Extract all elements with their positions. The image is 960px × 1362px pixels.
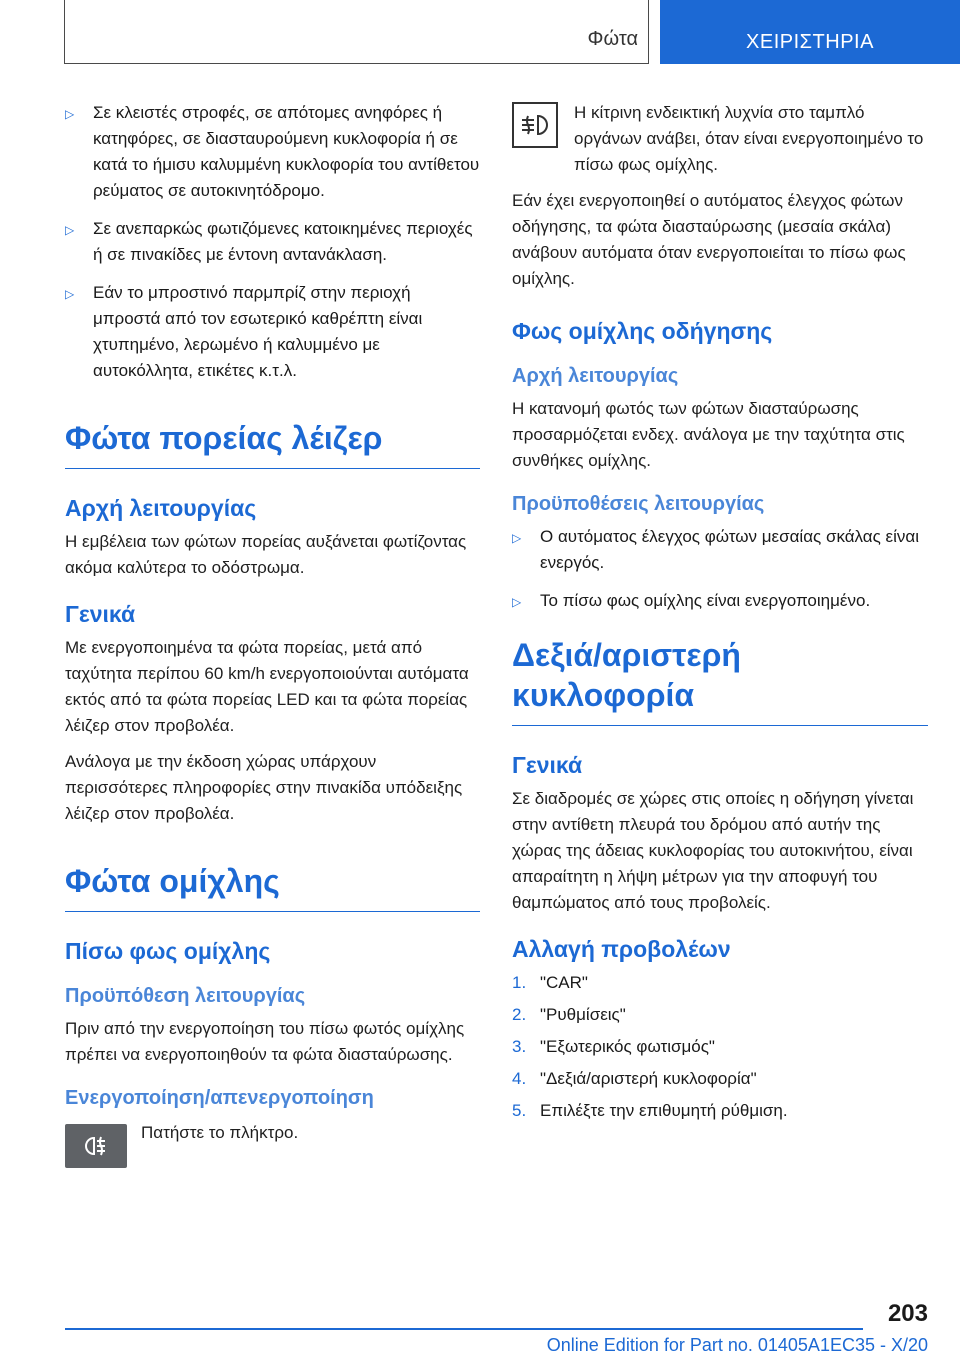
- button-instruction: [65, 1118, 480, 1168]
- list-item: ▷ Το πίσω φως ομίχλης είναι ενεργοποιημένο.: [512, 588, 928, 615]
- subsubsection-title-preconditions: Προϋποθέσεις λειτουργίας: [512, 493, 765, 515]
- section-title-traffic: Δεξιά/αριστερή κυκλοφορία: [512, 635, 928, 726]
- paragraph: Ανάλογα με την έκδοση χώρας υπάρχουν περισσότερες πληροφορίες στην πινακίδα υπόδειξης λέιζερ στον προβολέα.: [65, 752, 463, 823]
- footer-edition: Online Edition for Part no. 01405A1EC35 - X/20: [546, 1335, 928, 1355]
- right-column: [512, 100, 928, 1130]
- list-item: 1. "CAR": [512, 973, 588, 992]
- list-item: ▷ Ο αυτόματος έλεγχος φώτων μεσαίας σκάλας είναι ενεργός.: [512, 524, 928, 576]
- list-item: ▷ Σε ανεπαρκώς φωτιζόμενες κατοικημένες περιοχές ή σε πινακίδες με έντονη αντανάκλαση.: [65, 216, 480, 268]
- triangle-right-icon: ▷: [512, 531, 522, 545]
- list-item: 2. "Ρυθμίσεις": [512, 1005, 626, 1024]
- paragraph: Πατήστε το πλήκτρο.: [141, 1123, 299, 1142]
- paragraph: Η κίτρινη ενδεικτική λυχνία στο ταμπλό οργάνων ανάβει, όταν είναι ενεργοποιημένο το πίσω φως ομίχλης.: [574, 103, 924, 174]
- section-title-fog: Φώτα ομίχλης: [65, 861, 480, 912]
- indicator-instruction: [512, 100, 928, 178]
- section-title-laser: Φώτα πορείας λέιζερ: [65, 418, 480, 469]
- preconditions-list: [512, 524, 928, 615]
- header-section: Φώτα: [587, 28, 638, 50]
- subsubsection-title-precondition: Προϋπόθεση λειτουργίας: [65, 985, 306, 1007]
- subsection-title-drive-fog: Φως ομίχλης οδήγησης: [512, 318, 773, 344]
- left-column: [65, 100, 480, 1178]
- paragraph: Εάν έχει ενεργοποιηθεί ο αυτόματος έλεγχος φώτων οδήγησης, τα φώτα διασταύρωσης (μεσαία σκάλα) ανάβουν αυτόματα όταν ενεργοποιείται το πίσω φως ομίχλης.: [512, 191, 906, 288]
- subsubsection-title-principle: Αρχή λειτουργίας: [512, 365, 679, 387]
- steps-list: [512, 970, 928, 1124]
- list-item: ▷ Εάν το μπροστινό παρμπρίζ στην περιοχή μπροστά από τον εσωτερικό καθρέπτη είναι χτυπημένο, λερωμένο ή καλυμμένο με αυτοκόλλητα, ετικέτες κ.τ.λ.: [65, 280, 480, 384]
- subsection-title-general: Γενικά: [65, 601, 136, 627]
- triangle-right-icon: ▷: [65, 223, 75, 237]
- paragraph: Πριν από την ενεργοποίηση του πίσω φωτός ομίχλης πρέπει να ενεργοποιηθούν τα φώτα διασταύρωσης.: [65, 1019, 465, 1064]
- conditions-list: [65, 100, 480, 384]
- paragraph: Η εμβέλεια των φώτων πορείας αυξάνεται φωτίζοντας ακόμα καλύτερα το οδόστρωμα.: [65, 532, 467, 577]
- triangle-right-icon: ▷: [65, 287, 75, 301]
- list-item: 4. "Δεξιά/αριστερή κυκλοφορία": [512, 1069, 757, 1088]
- rear-fog-indicator-icon: [512, 102, 558, 148]
- triangle-right-icon: ▷: [512, 595, 522, 609]
- list-item: 3. "Εξωτερικός φωτισμός": [512, 1037, 715, 1056]
- list-item: ▷ Σε κλειστές στροφές, σε απότομες ανηφόρες ή κατηφόρες, σε διασταυρούμενη κυκλοφορία ή σε κατά το ήμισυ καλυμμένη κυκλοφορία του αντίθετου ρεύματος σε αυτοκινητόδρομο.: [65, 100, 480, 204]
- page-number: 203: [887, 1300, 928, 1327]
- rear-fog-light-icon: [65, 1124, 127, 1168]
- footer-divider: [65, 1328, 863, 1330]
- paragraph: Σε διαδρομές σε χώρες στις οποίες η οδήγηση γίνεται στην αντίθετη πλευρά του δρόμου από αυτήν της χώρας της άδειας κυκλοφορίας του αυτοκινήτου, είναι απαραίτητη η λήψη μέτρων για την αποφυγή του θαμπώματος από τους προβολείς.: [512, 789, 914, 912]
- paragraph: Με ενεργοποιημένα τα φώτα πορείας, μετά από ταχύτητα περίπου 60 km/h ενεργοποιούνται αυτόματα εκτός από τα φώτα πορείας LED και τα φώτα πορείας λέιζερ στον προβολέα.: [65, 638, 469, 735]
- paragraph: Η κατανομή φωτός των φώτων διασταύρωσης προσαρμόζεται ενδεχ. ανάλογα με την ταχύτητα στις συνθήκες ομίχλης.: [512, 399, 905, 470]
- subsubsection-title-onoff: Ενεργοποίηση/απενεργοποίηση: [65, 1087, 374, 1109]
- list-item: 5. Επιλέξτε την επιθυμητή ρύθμιση.: [512, 1101, 788, 1120]
- subsection-title-change: Αλλαγή προβολέων: [512, 936, 731, 962]
- triangle-right-icon: ▷: [65, 107, 75, 121]
- subsection-title-rear-fog: Πίσω φως ομίχλης: [65, 938, 271, 964]
- header-chapter-tab: ΧΕΙΡΙΣΤΗΡΙΑ: [660, 0, 960, 64]
- subsection-title-general: Γενικά: [512, 752, 583, 778]
- subsection-title-principle: Αρχή λειτουργίας: [65, 495, 257, 521]
